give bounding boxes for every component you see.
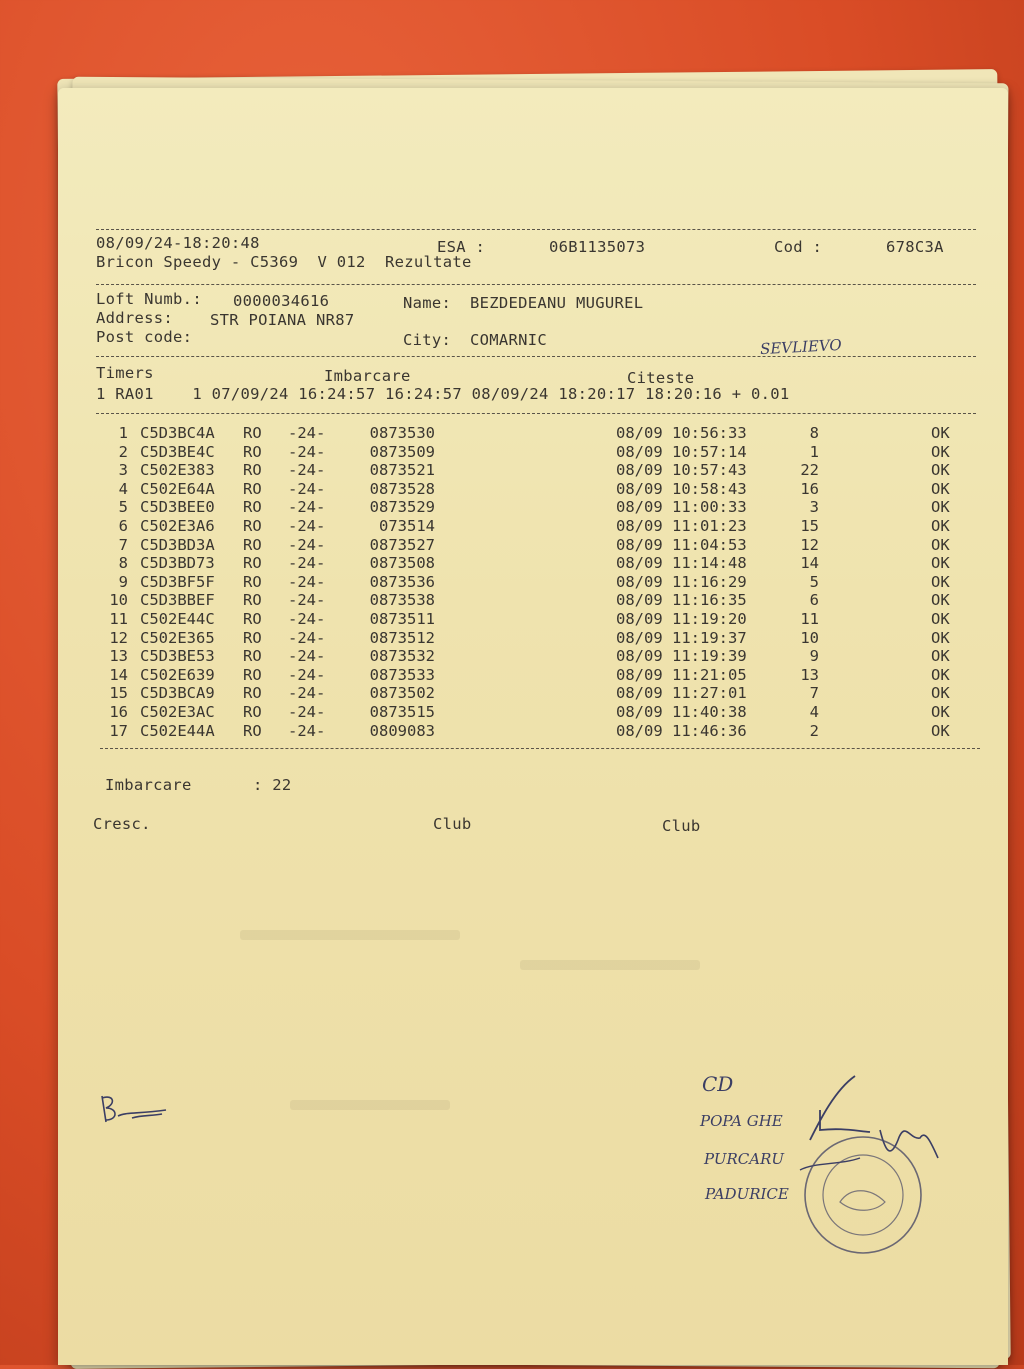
status-ok: OK — [931, 424, 950, 442]
status-ok: OK — [931, 498, 950, 517]
result-number: 13 — [109, 647, 128, 666]
result-number: 7 — [118, 535, 128, 554]
result-number: 1 — [118, 424, 128, 442]
arrival-date: 08/09 — [616, 703, 663, 721]
year-code: -24- — [288, 535, 326, 554]
arrival-date: 08/09 — [616, 665, 663, 684]
arrival-time: 11:19:20 — [672, 610, 747, 628]
entry-order: 16 — [800, 479, 819, 498]
result-number: 4 — [118, 479, 128, 498]
arrival-time: 11:00:33 — [672, 498, 747, 517]
bleed-through-mark — [290, 1100, 450, 1110]
year-code: -24- — [288, 424, 326, 442]
imbarcare-header: Imbarcare — [324, 367, 411, 385]
table-row — [0, 443, 1024, 461]
country-code: RO — [243, 535, 262, 554]
name-label: Name: — [403, 294, 452, 312]
arrival-time: 10:56:33 — [672, 424, 747, 442]
separator — [96, 356, 976, 357]
year-code: -24- — [288, 517, 326, 535]
ring-code: C502E639 — [140, 665, 215, 684]
arrival-date: 08/09 — [616, 517, 663, 535]
country-code: RO — [243, 479, 262, 498]
arrival-date: 08/09 — [616, 610, 663, 628]
country-code: RO — [243, 703, 262, 721]
ring-number: 0873508 — [369, 554, 435, 573]
loft-label: Loft Numb.: — [96, 290, 202, 308]
year-code: -24- — [288, 647, 326, 666]
arrival-time: 11:19:37 — [672, 628, 747, 647]
year-code: -24- — [288, 572, 326, 591]
country-code: RO — [243, 554, 262, 573]
entry-order: 14 — [800, 554, 819, 573]
year-code: -24- — [288, 461, 326, 480]
city-value: COMARNIC — [470, 331, 548, 349]
status-ok: OK — [931, 461, 950, 480]
entry-order: 13 — [800, 665, 819, 684]
arrival-date: 08/09 — [616, 535, 663, 554]
arrival-date: 08/09 — [616, 572, 663, 591]
arrival-time: 10:58:43 — [672, 479, 747, 498]
postcode-label: Post code: — [96, 328, 193, 346]
country-code: RO — [243, 591, 262, 610]
imbarcare-total-label: Imbarcare — [105, 776, 192, 794]
club-label-2: Club — [662, 817, 701, 835]
ring-number: 0873502 — [369, 684, 435, 703]
report-datetime: 08/09/24-18:20:48 — [96, 234, 260, 252]
country-code: RO — [243, 628, 262, 647]
status-ok: OK — [931, 628, 950, 647]
result-number: 6 — [118, 517, 128, 535]
ring-code: C5D3BD3A — [140, 535, 215, 554]
year-code: -24- — [288, 442, 326, 461]
country-code: RO — [243, 610, 262, 628]
country-code: RO — [243, 424, 262, 442]
table-row — [0, 666, 1024, 684]
separator — [96, 284, 976, 285]
ring-number: 0873532 — [369, 647, 435, 666]
country-code: RO — [243, 442, 262, 461]
ring-number: 0873515 — [369, 703, 435, 721]
year-code: -24- — [288, 479, 326, 498]
entry-order: 2 — [809, 721, 819, 740]
city-label: City: — [403, 331, 452, 349]
arrival-date: 08/09 — [616, 591, 663, 610]
year-code: -24- — [288, 665, 326, 684]
ring-code: C5D3BCA9 — [140, 684, 215, 703]
country-code: RO — [243, 684, 262, 703]
ring-code: C502E64A — [140, 479, 215, 498]
citeste-header: Citeste — [627, 369, 695, 387]
table-row — [0, 610, 1024, 628]
table-row — [0, 461, 1024, 479]
result-number: 11 — [109, 610, 128, 628]
entry-order: 7 — [809, 684, 819, 703]
timer-line: 1 RA01 1 07/09/24 16:24:57 16:24:57 08/09/24 18:20:17 18:20:16 + 0.01 — [96, 385, 790, 403]
address-value: STR POIANA NR87 — [210, 311, 355, 329]
arrival-date: 08/09 — [616, 424, 663, 442]
bleed-through-mark — [520, 960, 700, 970]
table-row — [0, 591, 1024, 609]
ring-code: C502E365 — [140, 628, 215, 647]
ring-code: C5D3BF5F — [140, 572, 215, 591]
result-number: 5 — [118, 498, 128, 517]
arrival-time: 10:57:14 — [672, 442, 747, 461]
year-code: -24- — [288, 554, 326, 573]
entry-order: 1 — [809, 442, 819, 461]
arrival-time: 11:27:01 — [672, 684, 747, 703]
status-ok: OK — [931, 591, 950, 610]
separator — [100, 748, 980, 749]
table-row — [0, 536, 1024, 554]
signature-popa: POPA GHE — [700, 1112, 783, 1130]
result-number: 15 — [109, 684, 128, 703]
result-number: 2 — [118, 442, 128, 461]
table-row — [0, 573, 1024, 591]
country-code: RO — [243, 647, 262, 666]
year-code: -24- — [288, 684, 326, 703]
arrival-time: 11:16:35 — [672, 591, 747, 610]
entry-order: 5 — [809, 572, 819, 591]
ring-code: C5D3BEE0 — [140, 498, 215, 517]
entry-order: 6 — [809, 591, 819, 610]
ring-number: 0873530 — [369, 424, 435, 442]
year-code: -24- — [288, 628, 326, 647]
result-number: 14 — [109, 665, 128, 684]
entry-order: 15 — [800, 517, 819, 535]
ring-number: 0873527 — [369, 535, 435, 554]
ring-number: 0873512 — [369, 628, 435, 647]
ring-code: C502E3A6 — [140, 517, 215, 535]
device-line: Bricon Speedy - C5369 V 012 Rezultate — [96, 253, 472, 271]
signature-left — [96, 1090, 176, 1130]
ring-number: 0873536 — [369, 572, 435, 591]
table-row — [0, 722, 1024, 740]
bleed-through-mark — [240, 930, 460, 940]
entry-order: 3 — [809, 498, 819, 517]
status-ok: OK — [931, 684, 950, 703]
esa-value: 06B1135073 — [549, 238, 646, 256]
timers-label: Timers — [96, 364, 154, 382]
table-row — [0, 554, 1024, 572]
ring-code: C502E44A — [140, 721, 215, 740]
year-code: -24- — [288, 591, 326, 610]
loft-number: 0000034616 — [233, 292, 330, 310]
arrival-date: 08/09 — [616, 442, 663, 461]
status-ok: OK — [931, 535, 950, 554]
ring-number: 0873538 — [369, 591, 435, 610]
entry-order: 10 — [800, 628, 819, 647]
result-number: 12 — [109, 628, 128, 647]
year-code: -24- — [288, 610, 326, 628]
country-code: RO — [243, 461, 262, 480]
result-number: 16 — [109, 703, 128, 721]
arrival-date: 08/09 — [616, 479, 663, 498]
entry-order: 8 — [809, 424, 819, 442]
status-ok: OK — [931, 721, 950, 740]
status-ok: OK — [931, 610, 950, 628]
table-row — [0, 647, 1024, 665]
table-row — [0, 424, 1024, 442]
club-label-1: Club — [433, 815, 472, 833]
status-ok: OK — [931, 554, 950, 573]
arrival-time: 11:16:29 — [672, 572, 747, 591]
status-ok: OK — [931, 479, 950, 498]
ring-code: C5D3BC4A — [140, 424, 215, 442]
table-row — [0, 480, 1024, 498]
result-number: 3 — [118, 461, 128, 480]
entry-order: 12 — [800, 535, 819, 554]
table-row — [0, 684, 1024, 702]
result-number: 17 — [109, 721, 128, 740]
ring-code: C502E44C — [140, 610, 215, 628]
year-code: -24- — [288, 498, 326, 517]
status-ok: OK — [931, 703, 950, 721]
country-code: RO — [243, 517, 262, 535]
address-label: Address: — [96, 309, 174, 327]
result-number: 8 — [118, 554, 128, 573]
club-stamp — [800, 1132, 926, 1258]
ring-code: C502E3AC — [140, 703, 215, 721]
ring-code: C5D3BD73 — [140, 554, 215, 573]
imbarcare-total-value: : 22 — [253, 776, 292, 794]
ring-number: 0873533 — [369, 665, 435, 684]
cod-value: 678C3A — [886, 238, 944, 256]
arrival-date: 08/09 — [616, 721, 663, 740]
arrival-time: 11:04:53 — [672, 535, 747, 554]
separator — [96, 413, 976, 414]
ring-number: 0873509 — [369, 442, 435, 461]
arrival-date: 08/09 — [616, 684, 663, 703]
country-code: RO — [243, 498, 262, 517]
status-ok: OK — [931, 517, 950, 535]
signature-purcaru: PURCARU — [704, 1150, 785, 1168]
arrival-date: 08/09 — [616, 498, 663, 517]
arrival-time: 11:46:36 — [672, 721, 747, 740]
arrival-time: 11:40:38 — [672, 703, 747, 721]
esa-label: ESA : — [437, 238, 486, 256]
handwritten-location: SEVLIEVO — [759, 335, 843, 359]
ring-number: 0873511 — [369, 610, 435, 628]
separator — [96, 229, 976, 230]
arrival-time: 11:21:05 — [672, 665, 747, 684]
arrival-time: 11:19:39 — [672, 647, 747, 666]
status-ok: OK — [931, 647, 950, 666]
status-ok: OK — [931, 572, 950, 591]
arrival-time: 10:57:43 — [672, 461, 747, 480]
signature-padurice: PADURICE — [705, 1185, 789, 1203]
entry-order: 9 — [809, 647, 819, 666]
arrival-date: 08/09 — [616, 461, 663, 480]
arrival-time: 11:01:23 — [672, 517, 747, 535]
cresc-label: Cresc. — [93, 815, 151, 833]
table-row — [0, 629, 1024, 647]
table-row — [0, 498, 1024, 516]
arrival-date: 08/09 — [616, 647, 663, 666]
year-code: -24- — [288, 721, 326, 740]
signature-cd: CD — [702, 1072, 734, 1096]
ring-code: C5D3BE4C — [140, 442, 215, 461]
ring-code: C502E383 — [140, 461, 215, 480]
owner-name: BEZDEDEANU MUGUREL — [470, 294, 644, 312]
result-number: 10 — [109, 591, 128, 610]
ring-number: 0873528 — [369, 479, 435, 498]
ring-code: C5D3BE53 — [140, 647, 215, 666]
cod-label: Cod : — [774, 238, 823, 256]
arrival-time: 11:14:48 — [672, 554, 747, 573]
arrival-date: 08/09 — [616, 554, 663, 573]
ring-number: 0809083 — [369, 721, 435, 740]
status-ok: OK — [931, 442, 950, 461]
country-code: RO — [243, 721, 262, 740]
country-code: RO — [243, 665, 262, 684]
entry-order: 4 — [809, 703, 819, 721]
country-code: RO — [243, 572, 262, 591]
entry-order: 11 — [800, 610, 819, 628]
year-code: -24- — [288, 703, 326, 721]
ring-number: 0873529 — [369, 498, 435, 517]
ring-number: 0873521 — [369, 461, 435, 480]
table-row — [0, 517, 1024, 535]
ring-code: C5D3BBEF — [140, 591, 215, 610]
ring-number: 073514 — [379, 517, 435, 535]
table-row — [0, 703, 1024, 721]
result-number: 9 — [118, 572, 128, 591]
status-ok: OK — [931, 665, 950, 684]
entry-order: 22 — [800, 461, 819, 480]
arrival-date: 08/09 — [616, 628, 663, 647]
